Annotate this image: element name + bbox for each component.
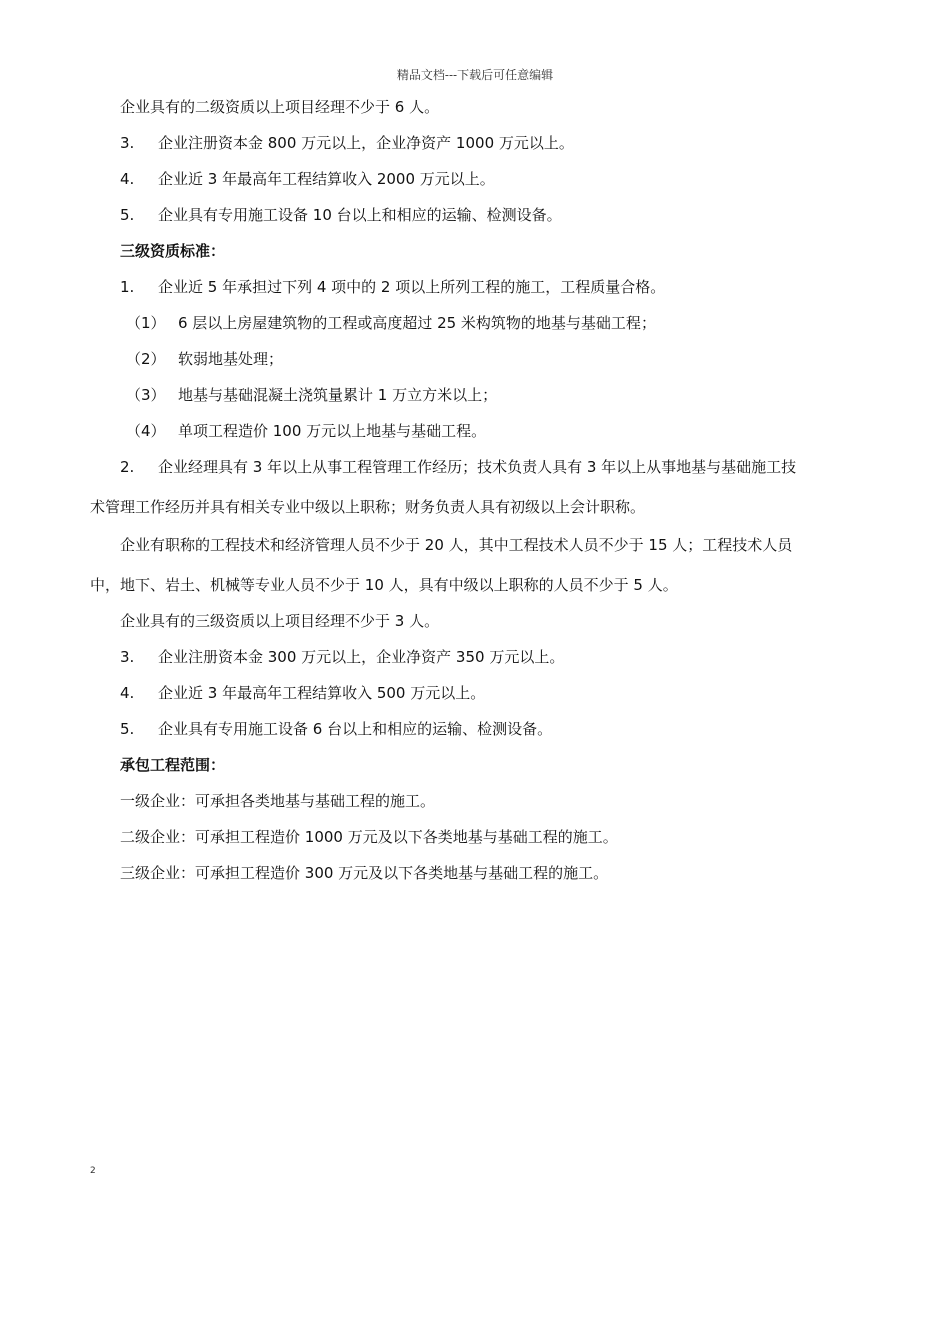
list-text: 企业近 3 年最高年工程结算收入 2000 万元以上。: [158, 170, 495, 188]
list-text: 企业经理具有 3 年以上从事工程管理工作经历；技术负责人具有 3 年以上从事地基与基础施工技: [158, 458, 797, 476]
paragraph-line: 术管理工作经历并具有相关专业中级以上职称；财务负责人具有初级以上会计职称。: [90, 498, 646, 516]
list-item: [120, 169, 495, 189]
list-item: [120, 647, 564, 667]
sub-list-number: （2）: [126, 350, 166, 368]
list-number: 1.: [120, 278, 135, 296]
paragraph-line: 二级企业：可承担工程造价 1000 万元及以下各类地基与基础工程的施工。: [120, 828, 618, 846]
page-number: 2: [90, 1166, 96, 1176]
list-number: 5.: [120, 720, 135, 738]
sub-list-item: [126, 313, 656, 333]
list-number: 4.: [120, 684, 135, 702]
sub-list-text: 单项工程造价 100 万元以上地基与基础工程。: [178, 422, 487, 440]
paragraph-line: 中，地下、岩土、机械等专业人员不少于 10 人，具有中级以上职称的人员不少于 5 人。: [90, 576, 678, 594]
paragraph-line: 企业具有的二级资质以上项目经理不少于 6 人。: [120, 98, 440, 116]
sub-list-number: （3）: [126, 386, 166, 404]
list-item: [120, 457, 796, 477]
sub-list-text: 软弱地基处理；: [178, 350, 284, 368]
list-item: [120, 133, 574, 153]
list-text: 企业具有专用施工设备 10 台以上和相应的运输、检测设备。: [158, 206, 562, 224]
list-number: 2.: [120, 458, 135, 476]
list-number: 3.: [120, 134, 135, 152]
list-item: [120, 205, 562, 225]
list-number: 4.: [120, 170, 135, 188]
list-item: [120, 683, 485, 703]
paragraph-line: 三级企业：可承担工程造价 300 万元及以下各类地基与基础工程的施工。: [120, 864, 609, 882]
page-header: 精品文档---下载后可任意编辑: [396, 68, 554, 82]
sub-list-item: [126, 349, 283, 369]
paragraph-line: 企业有职称的工程技术和经济管理人员不少于 20 人，其中工程技术人员不少于 15 人；工程技术人员: [120, 536, 793, 554]
list-item: [120, 277, 665, 297]
sub-list-number: （4）: [126, 422, 166, 440]
list-number: 5.: [120, 206, 135, 224]
sub-list-text: 6 层以上房屋建筑物的工程或高度超过 25 米构筑物的地基与基础工程；: [178, 314, 656, 332]
paragraph-line: 一级企业：可承担各类地基与基础工程的施工。: [120, 792, 436, 810]
list-text: 企业近 5 年承担过下列 4 项中的 2 项以上所列工程的施工，工程质量合格。: [158, 278, 666, 296]
section-heading: 三级资质标准：: [120, 242, 226, 260]
sub-list-item: [126, 385, 497, 405]
list-text: 企业注册资本金 300 万元以上，企业净资产 350 万元以上。: [158, 648, 565, 666]
list-text: 企业具有专用施工设备 6 台以上和相应的运输、检测设备。: [158, 720, 553, 738]
list-text: 企业近 3 年最高年工程结算收入 500 万元以上。: [158, 684, 486, 702]
list-item: [120, 719, 552, 739]
paragraph-line: 企业具有的三级资质以上项目经理不少于 3 人。: [120, 612, 440, 630]
list-text: 企业注册资本金 800 万元以上，企业净资产 1000 万元以上。: [158, 134, 574, 152]
list-number: 3.: [120, 648, 135, 666]
sub-list-item: [126, 421, 486, 441]
section-heading: 承包工程范围：: [120, 756, 226, 774]
sub-list-number: （1）: [126, 314, 166, 332]
sub-list-text: 地基与基础混凝土浇筑量累计 1 万立方米以上；: [178, 386, 498, 404]
